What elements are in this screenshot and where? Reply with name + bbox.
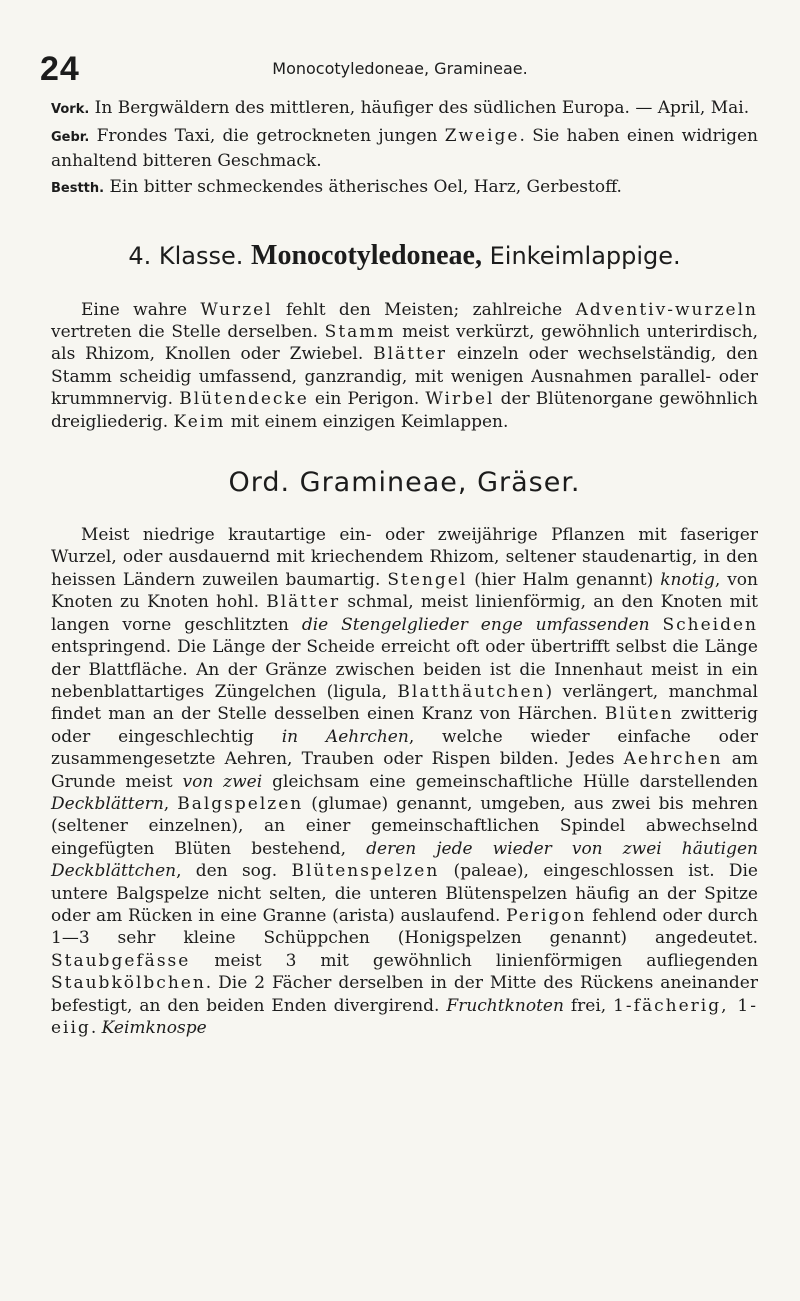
spaced-term: Wurzel [200,299,273,320]
spaced-term: Scheiden [662,614,758,635]
spaced-term: Zweige [444,126,520,147]
spaced-term: Blätter [266,592,341,613]
italic-term: Fruchtknoten [446,995,564,1016]
text-run: schmal, meist linienförmig, an den Knoten mit langen vorne geschlitzten [51,592,758,635]
entry-text: Frondes Taxi, die getrockneten jungen [89,126,445,147]
spaced-term: Staubkölbchen [51,973,206,994]
italic-term: von zwei [182,771,263,792]
text-run: meist verkürzt, gewöhnlich unterirdisch, als Rhizom, Knollen oder Zwiebel. [51,322,758,365]
text-run: am Grunde meist [51,749,758,792]
paragraph-gramineae [51,524,758,1039]
text-run: ein Perigon. [308,389,426,410]
text-run: fehlt den Meisten; zahlreiche [272,299,576,320]
text-run: ) verlängert, manchmal findet man an der Stelle desselben einen Kranz von Härchen. [51,681,758,725]
text-run [650,615,663,635]
spaced-term: Stamm [324,322,396,343]
spaced-term: Aehrchen [623,749,723,770]
text-run: einzeln oder wechselständig, den Stamm scheidig umfassend, ganzrandig, mit wenigen Ausnahmen parallel- oder krummnervig. [51,344,758,410]
spaced-term: Blütendecke [179,389,309,410]
text-run: meist 3 mit gewöhnlich linienförmigen aufliegenden [190,950,758,971]
text-run: , den sog. [176,861,292,882]
text-run: , welche wieder einfache oder zusammengesetzte Aehren, Trauben oder Rispen bilden. Jedes [51,726,758,770]
paragraph-monocots [51,299,758,433]
italic-term: deren jede wieder von zwei häutigen Deckblättchen [51,838,758,882]
entry-text: . Sie haben einen widrigen anhaltend bitteren Geschmack. [51,126,758,171]
text-run: (glumae) genannt, umgeben, aus zwei bis mehren (seltener einzelnen), an einer gemeinschaftlichen Spindel abwechselnd eingefügten Blüten bestehend, [51,793,759,859]
italic-term: in Aehrchen [281,726,409,747]
spaced-term: Staubgefässe [51,950,191,971]
text-run: , [163,793,178,814]
class-prefix: 4. Klasse. [128,241,244,270]
running-title: Monocotyledoneae, Gramineae. [272,59,528,78]
class-heading [51,241,758,271]
spaced-term: Perigon [506,905,587,926]
spaced-term: Blätter [373,344,448,365]
italic-term: knotig [660,569,715,590]
order-heading: Ord. Gramineae, Gräser. [228,467,581,499]
entry-gebr [51,125,758,172]
page-header [40,50,760,90]
text-run: (hier Halm genannt) [467,569,661,590]
text-run: , von Knoten zu Knoten hohl. [51,569,758,613]
spaced-term: Keim [173,411,226,432]
spaced-term: 1-fächerig, 1-eiig [51,995,758,1038]
entry-label: Vork. [51,102,90,117]
entry-text: In Bergwäldern des mittleren, häufiger des südlichen Europa. — April, Mai. [89,98,750,118]
entry-bestth [51,176,758,200]
spaced-term: Balgspelzen [177,793,304,814]
entry-vork [51,97,758,121]
entry-text: Ein bitter schmeckendes ätherisches Oel, Harz, Gerbestoff. [104,177,622,198]
page-body [51,97,758,1039]
class-name: Monocotyledoneae, [251,239,482,271]
page-number: 24 [40,50,80,88]
text-run: entspringend. Die Länge der Scheide erreicht oft oder übertrifft selbst die Länge der Blattfläche. An der Gränze zwischen beiden ist die Innenhaut meist in ein nebenblattartiges Züngelchen (ligula, [51,637,758,702]
text-run: mit einem einzigen Keimlappen. [225,411,509,432]
italic-term: Deckblättern [51,793,164,814]
text-run: Eine wahre [81,299,201,320]
spaced-term: Adventiv-wurzeln [575,299,758,320]
entry-label: Bestth. [51,181,105,197]
entry-label: Gebr. [51,130,90,146]
spaced-term: Wirbel [425,389,495,410]
italic-term: Keimknospe [101,1018,207,1038]
spaced-term: Blatthäutchen [397,681,546,702]
text-run: gleichsam eine gemeinschaftliche Hülle darstellenden [262,771,759,792]
text-run: Meist niedrige krautartige ein- oder zweijährige Pflanzen mit faseriger Wurzel, oder ausdauernd mit kriechendem Rhizom, seltener staudenartig, in den heissen Ländern zuweilen baumartig. [51,525,758,590]
italic-term: die Stengelglieder enge umfassenden [301,614,650,635]
text-run: zwitterig oder eingeschlechtig [51,704,758,747]
class-suffix: Einkeimlappige. [489,241,681,270]
text-run: . [90,1018,102,1038]
text-run: vertreten die Stelle derselben. [51,322,325,343]
text-run: fehlend oder durch 1—3 sehr kleine Schüppchen (Honigspelzen genannt) angedeutet. [51,905,759,949]
spaced-term: Blütenspelzen [291,861,440,882]
text-run: frei, [563,995,614,1016]
spaced-term: Stengel [387,569,468,590]
spaced-term: Blüten [604,704,674,725]
text-run: der Blütenorgane gewöhnlich dreigliederig. [51,389,759,432]
text-run: (paleae), eingeschlossen ist. Die untere Balgspelze nicht selten, die unteren Blütenspelzen häufig an der Spitze oder am Rücken in eine Granne (arista) auslaufend. [51,861,758,926]
text-run: . Die 2 Fächer derselben in der Mitte des Rückens aneinander befestigt, an den beiden Enden divergirend. [51,973,758,1016]
